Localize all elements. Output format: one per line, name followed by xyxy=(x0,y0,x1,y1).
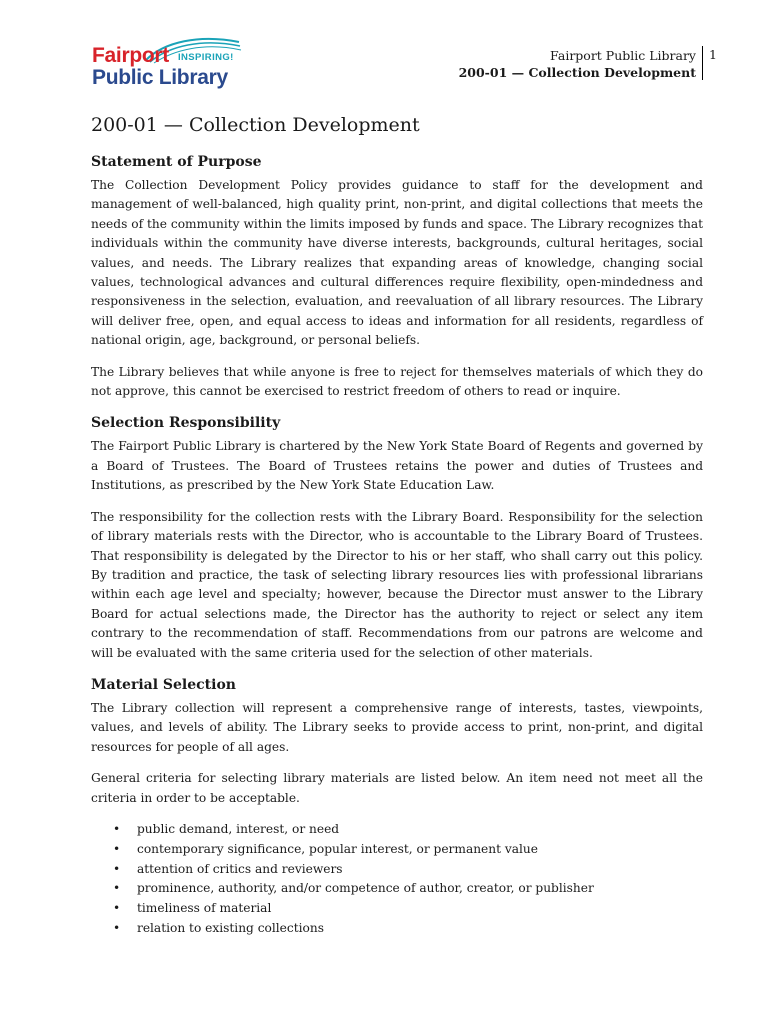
list-item xyxy=(113,820,703,840)
criteria-list xyxy=(91,820,703,939)
document-body xyxy=(91,112,703,941)
logo-fairport-text: Fairport xyxy=(92,44,169,67)
list-item xyxy=(113,879,703,899)
list-item-text: relation to existing collections xyxy=(137,920,324,935)
section-heading: Material Selection xyxy=(91,676,236,693)
paragraph: The Library collection will represent a comprehensive range of interests, tastes, viewpoints, values, and levels of ability. The Library seeks to provide access to print, non-print, and digital resources for people of all ages. xyxy=(91,700,703,754)
section-heading: Selection Responsibility xyxy=(91,415,281,432)
paragraph: The Collection Development Policy provides guidance to staff for the development and management of well-balanced, high quality print, non-print, and digital collections that meets the needs of the community within the limits imposed by funds and space. The Library recognizes that individuals within the community have diverse interests, backgrounds, cultural heritages, social values, and needs. The Library realizes that expanding areas of knowledge, changing social values, technological advances and cultural differences require flexibility, open-mindedness and responsiveness in the selection, evaluation, and reevaluation of all library resources. The Library will deliver free, open, and equal access to ideas and information for all residents, regardless of national origin, age, background, or personal beliefs. xyxy=(91,178,703,348)
page-number: 1 xyxy=(709,47,717,62)
paragraph: The Library believes that while anyone is free to reject for themselves materials of which they do not approve, this cannot be exercised to restrict freedom of others to read or inquire. xyxy=(91,364,703,399)
list-item xyxy=(113,919,703,939)
header-doc-title: 200-01 — Collection Development xyxy=(458,65,696,80)
bullet-icon: • xyxy=(113,901,121,916)
list-item-text: timeliness of material xyxy=(137,901,272,916)
header-divider xyxy=(702,46,703,80)
bullet-icon: • xyxy=(113,881,121,896)
bullet-icon: • xyxy=(113,821,121,836)
section-statement-of-purpose xyxy=(91,152,703,401)
library-logo xyxy=(92,34,242,92)
paragraph: The responsibility for the collection rests with the Library Board. Responsibility for the selection of library materials rests with the Director, who is accountable to the Library Board of Trustees. That responsibility is delegated by the Director to his or her staff, who shall carry out this policy. By tradition and practice, the task of selecting library resources lies with professional librarians within each age level and specialty; however, because the Director must answer to the Library Board for actual selections made, the Director has the authority to reject or select any item contrary to the recommendation of staff. Recommendations from our patrons are welcome and will be evaluated with the same criteria used for the selection of other materials. xyxy=(91,509,703,660)
list-item xyxy=(113,840,703,860)
list-item xyxy=(113,899,703,919)
list-item xyxy=(113,860,703,880)
list-item-text: public demand, interest, or need xyxy=(137,821,340,836)
logo-tagline: INSPIRING! xyxy=(178,52,234,63)
header-org: Fairport Public Library xyxy=(550,48,696,63)
running-header xyxy=(459,47,696,81)
list-item-text: prominence, authority, and/or competence of author, creator, or publisher xyxy=(137,881,594,896)
list-item-text: contemporary significance, popular interest, or permanent value xyxy=(137,841,538,856)
section-heading: Statement of Purpose xyxy=(91,154,262,170)
list-item-text: attention of critics and reviewers xyxy=(137,861,343,876)
logo-public-library-text: Public Library xyxy=(92,66,228,89)
paragraph: The Fairport Public Library is chartered by the New York State Board of Regents and governed by a Board of Trustees. The Board of Trustees retains the power and duties of Trustees and Institutions, as prescribed by the New York State Education Law. xyxy=(91,439,703,493)
bullet-icon: • xyxy=(113,920,121,935)
paragraph: General criteria for selecting library materials are listed below. An item need not meet all the criteria in order to be acceptable. xyxy=(91,771,703,805)
section-material-selection xyxy=(91,675,703,939)
bullet-icon: • xyxy=(113,861,121,876)
bullet-icon: • xyxy=(113,841,121,856)
document-title: 200-01 — Collection Development xyxy=(91,114,420,136)
section-selection-responsibility xyxy=(91,413,703,662)
